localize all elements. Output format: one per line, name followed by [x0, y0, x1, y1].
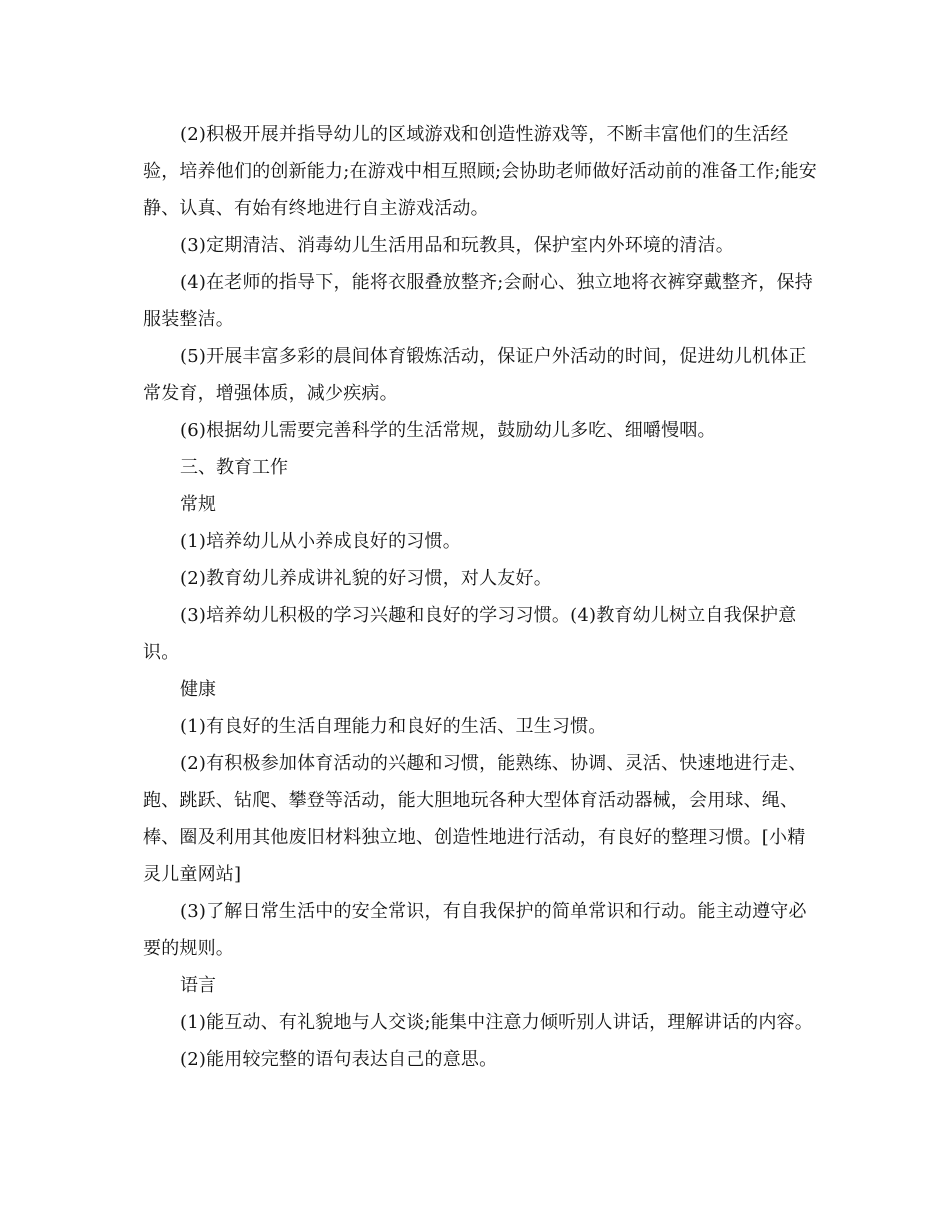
paragraph-care-4: (4)在老师的指导下，能将衣服叠放整齐;会耐心、独立地将衣裤穿戴整齐，保持服装整洁。 — [143, 272, 813, 330]
paragraph-care-3: (3)定期清洁、消毒幼儿生活用品和玩教具，保护室内外环境的清洁。 — [180, 235, 734, 256]
paragraph-routine-3-4: (3)培养幼儿积极的学习兴趣和良好的学习习惯。(4)教育幼儿树立自我保护意识。 — [143, 605, 797, 663]
paragraph-care-5: (5)开展丰富多彩的晨间体育锻炼活动，保证户外活动的时间，促进幼儿机体正常发育，增强体质，减少疾病。 — [143, 346, 807, 404]
subheading-language: 语言 — [180, 975, 216, 996]
paragraph-health-1: (1)有良好的生活自理能力和良好的生活、卫生习惯。 — [180, 716, 607, 737]
paragraph-health-3: (3)了解日常生活中的安全常识，有自我保护的简单常识和行动。能主动遵守必要的规则。 — [143, 901, 807, 959]
paragraph-health-2: (2)有积极参加体育活动的兴趣和习惯，能熟练、协调、灵活、快速地进行走、跑、跳跃、钻爬、攀登等活动，能大胆地玩各种大型体育活动器械，会用球、绳、棒、圈及利用其他废旧材料独立地、创造性地进行活动，有良好的整理习惯。[小精灵儿童网站] — [143, 753, 807, 885]
paragraph-routine-1: (1)培养幼儿从小养成良好的习惯。 — [180, 531, 461, 552]
document-body — [143, 116, 823, 1078]
paragraph-language-1: (1)能互动、有礼貌地与人交谈;能集中注意力倾听别人讲话，理解讲话的内容。 — [180, 1012, 813, 1033]
paragraph-care-6: (6)根据幼儿需要完善科学的生活常规，鼓励幼儿多吃、细嚼慢咽。 — [180, 420, 716, 441]
paragraph-care-2: (2)积极开展并指导幼儿的区域游戏和创造性游戏等，不断丰富他们的生活经验，培养他们的创新能力;在游戏中相互照顾;会协助老师做好活动前的准备工作;能安静、认真、有始有终地进行自主游戏活动。 — [143, 124, 817, 219]
paragraph-language-2: (2)能用较完整的语句表达自己的意思。 — [180, 1049, 498, 1070]
subheading-routine: 常规 — [180, 494, 216, 515]
section-heading-education: 三、教育工作 — [180, 457, 288, 478]
paragraph-routine-2: (2)教育幼儿养成讲礼貌的好习惯，对人友好。 — [180, 568, 552, 589]
subheading-health: 健康 — [180, 679, 216, 700]
